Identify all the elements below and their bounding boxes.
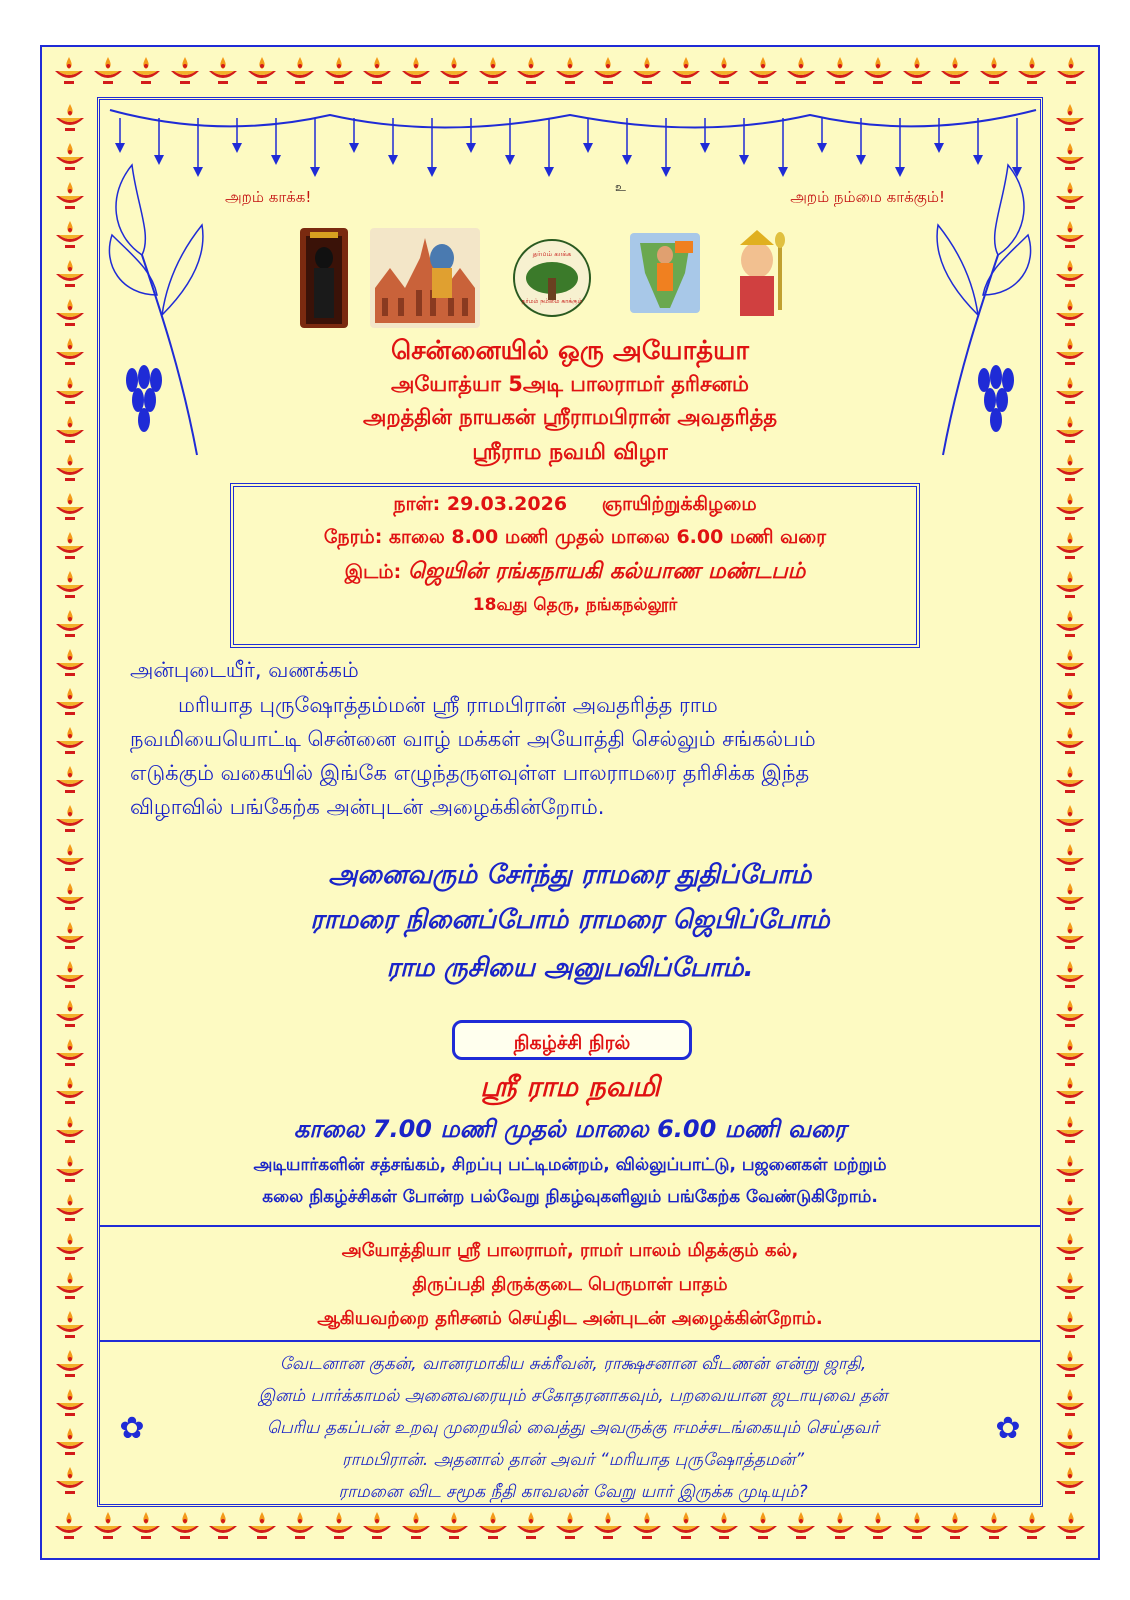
oil-lamp-icon: [1053, 1114, 1087, 1152]
event-time-row: [234, 526, 916, 551]
garland-tassel: [778, 167, 788, 177]
heading-avatar: அறத்தின் நாயகன் ஸ்ரீராமபிரான் அவதரித்த: [362, 405, 778, 429]
footer-line-4: ராமபிரான். அதனால் தான் அவர் “மரியாத புருஷோத்தமன்”: [341, 1450, 805, 1470]
oil-lamp-icon: [1053, 647, 1087, 685]
time-value: காலை 8.00 மணி முதல் மாலை 6.00 மணி வரை: [388, 526, 827, 548]
oil-lamp-icon: [1053, 842, 1087, 880]
oil-lamp-icon: [823, 1510, 857, 1550]
footer-line-3: பெரிய தகப்பன் உறவு முறையில் வைத்து அவருக்கு ஈமச்சடங்கையும் செய்தவர்: [266, 1418, 880, 1438]
oil-lamp-icon: [707, 1510, 741, 1550]
oil-lamp-icon: [53, 1037, 87, 1075]
oil-lamp-icon: [53, 998, 87, 1036]
oil-lamp-icon: [53, 803, 87, 841]
darshan-line-2: திருப்பதி திருக்குடை பெருமாள் பாதம்: [412, 1274, 728, 1295]
oil-lamp-icon: [53, 764, 87, 802]
oil-lamp-icon: [1053, 102, 1087, 140]
oil-lamp-icon: [53, 1192, 87, 1230]
tag-left: அறம் காக்க!: [225, 188, 312, 206]
oil-lamp-icon: [938, 1510, 972, 1550]
venue-address: 18வது தெரு, நங்கநல்லூர்: [472, 595, 678, 615]
garland-tassel: [700, 143, 710, 153]
oil-lamp-icon: [861, 55, 895, 95]
chant-line-3: ராம ருசியை அனுபவிப்போம்.: [386, 953, 754, 983]
oil-lamp-icon: [746, 1510, 780, 1550]
bharat-mata-image: [630, 233, 700, 313]
oil-lamp-icon: [245, 1510, 279, 1550]
oil-lamp-icon: [1053, 764, 1087, 802]
oil-lamp-icon: [53, 1075, 87, 1113]
oil-lamp-icon: [53, 1426, 87, 1464]
oil-lamp-icon: [53, 608, 87, 646]
oil-lamp-icon: [861, 1510, 895, 1550]
oil-lamp-icon: [53, 491, 87, 529]
program-time: காலை 7.00 மணி முதல் மாலை 6.00 மணி வரை: [293, 1115, 847, 1143]
oil-lamp-icon: [1053, 1309, 1087, 1347]
footer-line-5: ராமனை விட சமூக நீதி காவலன் வேறு யார் இருக்க முடியும்?: [338, 1482, 808, 1502]
oil-lamp-icon: [53, 452, 87, 490]
oil-lamp-icon: [1053, 1465, 1087, 1503]
oil-lamp-icon: [53, 920, 87, 958]
oil-lamp-icon: [206, 1510, 240, 1550]
heading-balaramar-darshan: அயோத்யா 5அடி பாலராமர் தரிசனம்: [391, 372, 749, 396]
oil-lamp-icon: [53, 647, 87, 685]
garland-decoration: [100, 100, 1046, 200]
oil-lamp-icon: [977, 1510, 1011, 1550]
garland-tassel: [310, 167, 320, 177]
event-date-row: [234, 493, 916, 518]
oil-lamp-icon: [1053, 1426, 1087, 1464]
oil-lamp-icon: [1053, 1192, 1087, 1230]
oil-lamp-icon: [437, 55, 471, 95]
oil-lamp-icon: [168, 1510, 202, 1550]
oil-lamp-icon: [53, 336, 87, 374]
garland-tassel: [739, 155, 749, 165]
event-venue-row: [234, 559, 916, 587]
oil-lamp-icon: [360, 55, 394, 95]
oil-lamp-icon: [1053, 608, 1087, 646]
oil-lamp-icon: [53, 1348, 87, 1386]
oil-lamp-icon: [53, 1153, 87, 1191]
oil-lamp-icon: [630, 55, 664, 95]
date-value: 29.03.2026: [446, 493, 568, 515]
oil-lamp-icon: [437, 1510, 471, 1550]
temple-deity-image: [300, 228, 348, 328]
footer-line-1: வேடனான குகன், வானரமாகிய சுக்ரீவன், ராக்ஷசனான வீடணன் என்று ஜாதி,: [279, 1354, 867, 1374]
darshan-line-3: ஆகியவற்றை தரிசனம் செய்திட அன்புடன் அழைக்கின்றோம்.: [317, 1308, 823, 1329]
oil-lamp-icon: [322, 1510, 356, 1550]
invitation-line-3: எடுக்கும் வகையில் இங்கே எழுந்தருளவுள்ள பாலராமரை தரிசிக்க இந்த: [130, 761, 810, 785]
oil-lamp-icon: [938, 55, 972, 95]
garland-tassel: [544, 167, 554, 177]
pillaiyar-suzhi: உ: [615, 180, 626, 194]
oil-lamp-icon: [53, 842, 87, 880]
oil-lamp-icon: [1053, 920, 1087, 958]
oil-lamp-icon: [53, 414, 87, 452]
footer-line-2: இனம் பார்க்காமல் அனைவரையும் சகோதரனாகவும், பறவையான ஜடாயுவை தன்: [258, 1386, 888, 1406]
oil-lamp-icon: [53, 102, 87, 140]
murugan-image: [712, 230, 802, 320]
flower-ornament-right-icon: ✿: [995, 1411, 1021, 1446]
oil-lamp-icon: [53, 881, 87, 919]
flower-ornament-left-icon: ✿: [119, 1411, 145, 1446]
garland-tassel: [622, 155, 632, 165]
garland-tassel: [856, 155, 866, 165]
garland-tassel: [271, 155, 281, 165]
oil-lamp-icon: [53, 1114, 87, 1152]
oil-lamp-icon: [1053, 258, 1087, 296]
garland-tassel: [427, 167, 437, 177]
program-schedule-label: நிகழ்ச்சி நிரல்: [452, 1020, 692, 1060]
oil-lamp-icon: [630, 1510, 664, 1550]
tag-right: அறம் நம்மை காக்கும்!: [790, 188, 945, 206]
oil-lamp-icon: [168, 55, 202, 95]
oil-lamp-icon: [53, 959, 87, 997]
program-desc-1: அடியார்களின் சத்சங்கம், சிறப்பு பட்டிமன்றம், வில்லுப்பாட்டு, பஜனைகள் மற்றும்: [253, 1155, 887, 1175]
darshan-line-1: அயோத்தியா ஸ்ரீ பாலராமர், ராமர் பாலம் மிதக்கும் கல்,: [341, 1240, 799, 1261]
oil-lamp-icon: [1053, 219, 1087, 257]
oil-lamp-icon: [591, 1510, 625, 1550]
invitation-greeting: அன்புடையீர், வணக்கம்: [130, 658, 359, 682]
dharmam-logo: [512, 238, 592, 318]
oil-lamp-icon: [707, 55, 741, 95]
inner-frame: [97, 97, 1043, 1507]
oil-lamp-icon: [53, 141, 87, 179]
oil-lamp-icon: [1053, 998, 1087, 1036]
oil-lamp-icon: [553, 1510, 587, 1550]
event-details-box: [230, 483, 920, 648]
chant-line-1: அனைவரும் சேர்ந்து ராமரை துதிப்போம்: [328, 860, 812, 890]
oil-lamp-icon: [977, 55, 1011, 95]
oil-lamp-icon: [1053, 375, 1087, 413]
oil-lamp-icon: [322, 55, 356, 95]
oil-lamp-icon: [245, 55, 279, 95]
oil-lamp-icon: [129, 1510, 163, 1550]
oil-lamp-icon: [53, 375, 87, 413]
oil-lamp-icon: [91, 55, 125, 95]
oil-lamp-icon: [1053, 336, 1087, 374]
oil-lamp-icon: [784, 1510, 818, 1550]
oil-lamp-icon: [206, 55, 240, 95]
oil-lamp-icon: [1053, 1348, 1087, 1386]
rama-temple-image: [370, 228, 480, 328]
oil-lamp-icon: [1053, 141, 1087, 179]
oil-lamp-icon: [53, 1465, 87, 1503]
oil-lamp-icon: [53, 219, 87, 257]
oil-lamp-icon: [53, 1309, 87, 1347]
oil-lamp-icon: [669, 55, 703, 95]
oil-lamp-icon: [1053, 1075, 1087, 1113]
logo-bottom-text: தர்மம் நம்மை காக்கும்: [521, 298, 583, 305]
oil-lamp-icon: [1054, 55, 1088, 95]
oil-lamp-icon: [1053, 803, 1087, 841]
oil-lamp-icon: [1053, 569, 1087, 607]
oil-lamp-icon: [1053, 180, 1087, 218]
oil-lamp-icon: [1053, 725, 1087, 763]
garland-tassel: [895, 167, 905, 177]
program-desc-2: கலை நிகழ்ச்சிகள் போன்ற பல்வேறு நிகழ்வுகளிலும் பங்கேற்க வேண்டுகிறோம்.: [262, 1187, 878, 1207]
garland-tassel: [388, 155, 398, 165]
oil-lamp-icon: [1053, 1037, 1087, 1075]
garland-tassel: [115, 143, 125, 153]
garland-tassel: [505, 155, 515, 165]
oil-lamp-icon: [53, 686, 87, 724]
garland-tassel: [349, 143, 359, 153]
heading-festival: ஸ்ரீராம நவமி விழா: [472, 440, 668, 465]
oil-lamp-icon: [283, 1510, 317, 1550]
lamp-border-top: [52, 55, 1088, 95]
oil-lamp-icon: [476, 1510, 510, 1550]
oil-lamp-icon: [53, 1270, 87, 1308]
logo-top-text: தர்மம் காக்க: [532, 250, 572, 258]
oil-lamp-icon: [1053, 491, 1087, 529]
oil-lamp-icon: [1054, 1510, 1088, 1550]
oil-lamp-icon: [53, 1387, 87, 1425]
heading-chennai-ayodhya: சென்னையில் ஒரு அயோத்யா: [391, 336, 749, 366]
oil-lamp-icon: [669, 1510, 703, 1550]
oil-lamp-icon: [53, 569, 87, 607]
venue-label: இடம்:: [344, 561, 408, 583]
oil-lamp-icon: [91, 1510, 125, 1550]
oil-lamp-icon: [1053, 530, 1087, 568]
oil-lamp-icon: [53, 258, 87, 296]
venue-value: ஜெயின் ரங்கநாயகி கல்யாண மண்டபம்: [407, 559, 806, 584]
oil-lamp-icon: [1053, 297, 1087, 335]
garland-tassel: [232, 143, 242, 153]
garland-tassel: [466, 143, 476, 153]
chant-line-2: ராமரை நினைப்போம் ராமரை ஜெபிப்போம்: [310, 905, 830, 935]
day-value: ஞாயிற்றுக்கிழமை: [601, 493, 757, 515]
oil-lamp-icon: [53, 180, 87, 218]
oil-lamp-icon: [476, 55, 510, 95]
oil-lamp-icon: [553, 55, 587, 95]
oil-lamp-icon: [399, 1510, 433, 1550]
oil-lamp-icon: [52, 1510, 86, 1550]
time-label: நேரம்:: [323, 526, 389, 548]
oil-lamp-icon: [1015, 1510, 1049, 1550]
oil-lamp-icon: [591, 55, 625, 95]
oil-lamp-icon: [514, 1510, 548, 1550]
oil-lamp-icon: [1015, 55, 1049, 95]
oil-lamp-icon: [1053, 686, 1087, 724]
date-label: நாள்:: [393, 493, 447, 515]
oil-lamp-icon: [399, 55, 433, 95]
oil-lamp-icon: [784, 55, 818, 95]
garland-tassel: [583, 143, 593, 153]
oil-lamp-icon: [514, 55, 548, 95]
lamp-border-right: [1050, 102, 1090, 1503]
oil-lamp-icon: [52, 55, 86, 95]
invitation-line-2: நவமியையொட்டி சென்னை வாழ் மக்கள் அயோத்தி செல்லும் சங்கல்பம்: [130, 727, 816, 751]
oil-lamp-icon: [360, 1510, 394, 1550]
oil-lamp-icon: [1053, 959, 1087, 997]
oil-lamp-icon: [53, 725, 87, 763]
divider-1: [100, 1225, 1040, 1227]
lamp-border-left: [50, 102, 90, 1503]
oil-lamp-icon: [129, 55, 163, 95]
garland-tassel: [817, 143, 827, 153]
oil-lamp-icon: [1053, 452, 1087, 490]
garland-tassel: [934, 143, 944, 153]
oil-lamp-icon: [1053, 1270, 1087, 1308]
lamp-border-bottom: [52, 1510, 1088, 1550]
invitation-line-1: மரியாத புருஷோத்தம்மன் ஸ்ரீ ராமபிரான் அவதரித்த ராம: [178, 693, 718, 717]
oil-lamp-icon: [53, 530, 87, 568]
oil-lamp-icon: [53, 297, 87, 335]
oil-lamp-icon: [1053, 1231, 1087, 1269]
oil-lamp-icon: [1053, 1387, 1087, 1425]
oil-lamp-icon: [283, 55, 317, 95]
divider-2: [100, 1340, 1040, 1342]
oil-lamp-icon: [900, 1510, 934, 1550]
program-title: ஸ்ரீ ராம நவமி: [480, 1070, 660, 1103]
oil-lamp-icon: [1053, 881, 1087, 919]
oil-lamp-icon: [1053, 1153, 1087, 1191]
oil-lamp-icon: [53, 1231, 87, 1269]
garland-tassel: [661, 167, 671, 177]
oil-lamp-icon: [1053, 414, 1087, 452]
oil-lamp-icon: [823, 55, 857, 95]
invitation-line-4: விழாவில் பங்கேற்க அன்புடன் அழைக்கின்றோம்.: [130, 795, 605, 819]
oil-lamp-icon: [900, 55, 934, 95]
invitation-card: [40, 45, 1100, 1560]
oil-lamp-icon: [746, 55, 780, 95]
